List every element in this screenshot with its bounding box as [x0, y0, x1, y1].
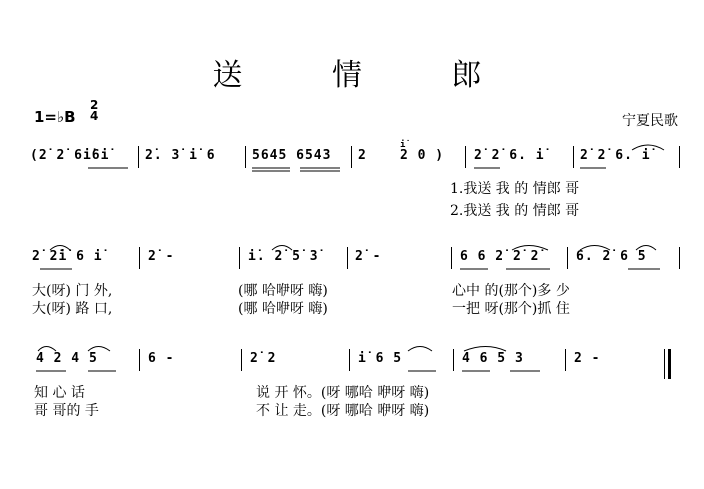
- grace-note: i̇: [400, 140, 407, 150]
- notation-measure: 2̇ 2: [250, 351, 277, 366]
- notation-measure: 4 2 4 5: [36, 351, 98, 366]
- slur: [272, 246, 292, 251]
- notation-measure: 2̇ -: [355, 249, 382, 264]
- notation-measure: 2 -: [574, 351, 601, 366]
- notation-measure: 5645 6543: [252, 148, 332, 163]
- notation-measure: (2̇ 2̇ 6i̇6i̇: [30, 148, 110, 163]
- lyric-line: (哪 哈咿呀 嗨): [238, 301, 328, 317]
- slur: [50, 246, 70, 251]
- lyric-line: 哥 哥的 手: [34, 403, 99, 419]
- lyric-line: 不 让 走。(呀 哪哈 咿呀 嗨): [256, 403, 430, 419]
- notation-measure: 2 0 ): [400, 148, 445, 163]
- meter-bottom: 4: [90, 109, 99, 123]
- slur: [580, 246, 610, 251]
- slur: [636, 246, 656, 251]
- notation-measure: 2̇ 2̇i̇ 6 i̇: [32, 249, 103, 264]
- lyric-line: 1.我送 我 的 情郎 哥: [450, 181, 580, 197]
- notation-measure: 6. 2̇ 6 5: [576, 249, 647, 264]
- notation-measure: 6 -: [148, 351, 175, 366]
- lyric-line: 说 开 怀。(呀 哪哈 咿呀 嗨): [256, 385, 430, 401]
- song-source: 宁夏民歌: [622, 113, 678, 129]
- notation-measure: 4 6 5 3: [462, 351, 524, 366]
- lyric-line: 大(呀) 门 外,: [32, 283, 113, 299]
- song-title: 送 情 郎: [212, 58, 522, 93]
- lyric-line: 大(呀) 路 口,: [32, 301, 113, 317]
- notation-measure: 2̇ 2̇ 6. i̇: [580, 148, 651, 163]
- notation-measure: 2̇. 3̇ i̇ 6: [145, 148, 216, 163]
- lyric-line: 2.我送 我 的 情郎 哥: [450, 203, 580, 219]
- notation-measure: i̇. 2̇ 5̇ 3̇: [248, 249, 319, 264]
- slur: [512, 246, 548, 251]
- notation-measure: 2: [358, 148, 367, 163]
- notation-measure: i̇ 6 5: [358, 351, 403, 366]
- key-signature: 1=♭B: [34, 108, 76, 126]
- lyric-line: 知 心 话: [34, 385, 85, 401]
- slur: [464, 347, 506, 352]
- notation-measure: 2̇ 2̇ 6. i̇: [474, 148, 545, 163]
- lyric-line: 一把 呀(那个)抓 住: [452, 301, 570, 317]
- notation-measure: 6 6 2̇ 2̇ 2̇: [460, 249, 540, 264]
- lyric-line: 心中 的(那个)多 少: [452, 283, 570, 299]
- slur: [408, 347, 432, 352]
- slur: [38, 347, 56, 352]
- slur: [88, 347, 110, 352]
- slur: [632, 145, 664, 150]
- meter-top: 2: [90, 98, 99, 112]
- lyric-line: (哪 哈咿呀 嗨): [238, 283, 328, 299]
- notation-measure: 2̇ -: [148, 249, 175, 264]
